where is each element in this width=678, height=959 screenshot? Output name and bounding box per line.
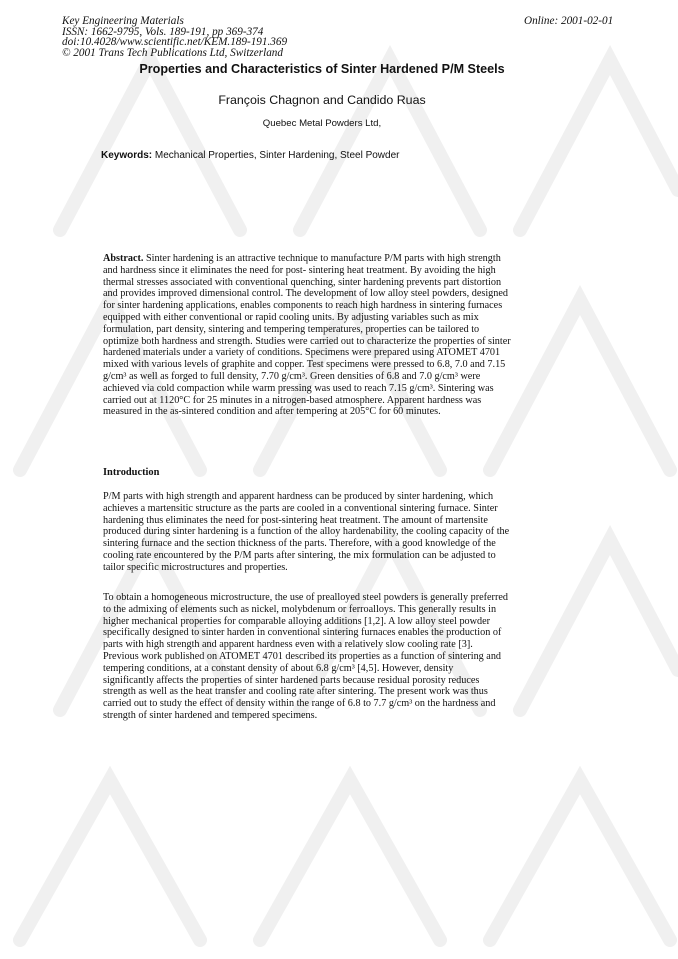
journal-name: Key Engineering Materials [62, 15, 184, 27]
paragraph-line: tailor specific microstructures and properties. [103, 561, 288, 573]
abstract-line: and provides improved dimensional control. The development of low alloy steel powders, designed [103, 288, 508, 300]
abstract-line: and hardness since it eliminates the need for post- sintering heat treatment. By avoiding the high [103, 264, 496, 276]
keywords-label: Keywords: [101, 150, 153, 161]
paragraph-line: strength as well as the heat transfer and cooling rate after sintering. The present work was thus [103, 686, 488, 698]
abstract-line: carried out at 1120°C for 25 minutes in a nitrogen-based atmosphere. Apparent hardness was [103, 394, 482, 406]
abstract-line: formulation, part density, sintering and tempering temperatures, properties can be tailored to [103, 323, 480, 335]
abstract-section [103, 253, 555, 418]
online-date: Online: 2001-02-01 [524, 15, 614, 27]
publication-header [62, 16, 287, 58]
paragraph-line: parts with high strength and apparent hardness even with a relatively slow cooling rate [3]. [103, 639, 473, 651]
issn-line: ISSN: 1662-9795, Vols. 189-191, pp 369-374 [62, 25, 264, 38]
paragraph-line: hardening thus eliminates the need for post-sintering heat treatment. The amount of martensite [103, 514, 488, 526]
copyright-line: © 2001 Trans Tech Publications Ltd, Switzerland [62, 46, 283, 59]
abstract-line [103, 253, 555, 265]
abstract-line: mixed with various levels of graphite and copper. Test specimens were pressed to 6.8, 7.0 and 7.15 [103, 359, 506, 371]
paragraph-line: achieves a martensitic structure as the parts are cooled in a conventional sintering furnace. Sinter [103, 502, 498, 514]
doi-line: doi:10.4028/www.scientific.net/KEM.189-191.369 [62, 36, 288, 49]
keywords-text: Mechanical Properties, Sinter Hardening, Steel Powder [152, 150, 400, 161]
abstract-line: achieved via cold compaction while warm pressing was used to reach 7.15 g/cm³. Sintering was [103, 382, 494, 394]
abstract-line: hardened materials under a variety of conditions. Specimens were prepared using ATOMET 4701 [103, 347, 501, 359]
paper-authors: François Chagnon and Candido Ruas [218, 93, 426, 107]
paragraph-line: sintering furnace and the section thickness of the parts. Therefore, with a good knowledge of the [103, 538, 496, 550]
keywords-line [101, 150, 399, 161]
paragraph-line: To obtain a homogeneous microstructure, the use of prealloyed steel powders is generally preferred [103, 592, 508, 603]
abstract-line-text: Sinter hardening is an attractive technique to manufacture P/M parts with high strength [143, 253, 501, 264]
paragraph-line: produced during sinter hardening is a function of the alloy hardenability, the cooling capacity of the [103, 526, 510, 538]
paragraph-line: cooling rate encountered by the P/M parts after sintering, the mix formulation can be adjusted to [103, 549, 496, 561]
paragraph-line: P/M parts with high strength and apparent hardness can be produced by sinter hardening, which [103, 491, 494, 502]
paragraph-line: specifically designed to sinter harden in conventional sintering furnaces enables the production of [103, 627, 502, 639]
abstract-line: g/cm³ as well as forged to full density, 7.70 g/cm³. Green densities of 6.8 and 7.0 g/cm³ were [103, 370, 481, 382]
introduction-heading: Introduction [103, 467, 160, 478]
paragraph-line: to the admixing of elements such as nickel, molybdenum or ferroalloys. This generally results in [103, 603, 497, 615]
paragraph-line: strength of sinter hardened and tempered specimens. [103, 709, 318, 721]
paragraph-line: carried out to study the effect of density within the range of 6.8 to 7.7 g/cm³ on the hardness and [103, 698, 496, 710]
author-affiliation: Quebec Metal Powders Ltd, [262, 118, 382, 129]
paper-title: Properties and Characteristics of Sinter Hardened P/M Steels [139, 62, 505, 76]
paragraph-line: Previous work published on ATOMET 4701 described its properties as a function of sintering and [103, 650, 502, 662]
abstract-line: thermal stresses associated with conventional quenching, sinter hardening prevents part distortion [103, 276, 502, 288]
introduction-paragraph-1 [103, 491, 555, 574]
paragraph-line: higher mechanical properties for comparable alloying additions [1,2]. A low alloy steel powder [103, 615, 491, 627]
abstract-line: optimize both hardness and strength. Studies were carried out to characterize the properties of sinter [103, 335, 511, 347]
paragraph-line: tempering conditions, at a constant density of about 6.8 g/cm³ [4,5]. However, density [103, 662, 454, 674]
abstract-line: for sinter hardening applications, enables components to reach high hardness in sintering furnaces [103, 300, 503, 312]
abstract-line: equipped with either conventional or rapid cooling units. By adjusting variables such as mix [103, 311, 479, 323]
abstract-label: Abstract. [103, 253, 144, 264]
paragraph-line: significantly affects the properties of sinter hardened parts because residual porosity reduces [103, 674, 480, 686]
abstract-line: measured in the as-sintered condition and after tempering at 205°C for 60 minutes. [103, 406, 441, 418]
introduction-paragraph-2 [103, 592, 555, 722]
